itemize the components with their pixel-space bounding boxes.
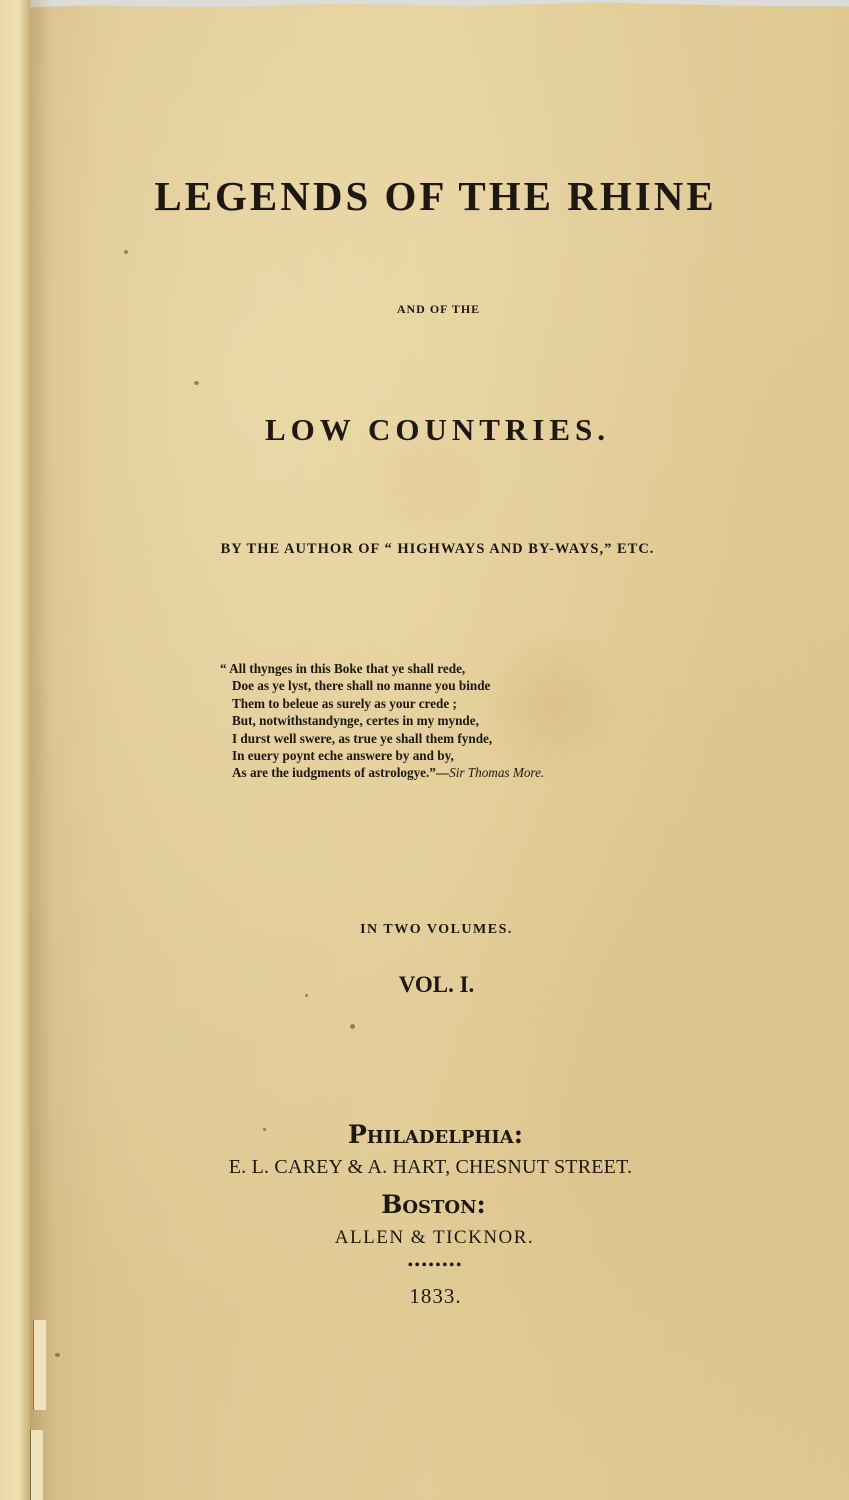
volumes-note: IN TWO VOLUMES. <box>360 922 513 937</box>
epigraph-last-line <box>220 764 700 781</box>
binding-edge <box>0 0 30 1500</box>
epigraph <box>220 660 700 782</box>
paper-tear <box>30 1430 43 1500</box>
scan-background-edge <box>0 0 849 12</box>
imprint-city-philadelphia: Philadelphia: <box>348 1120 523 1149</box>
gutter-shadow <box>30 0 52 1500</box>
epigraph-line: “ All thynges in this Boke that ye shall rede, <box>220 661 466 676</box>
epigraph-line: I durst well swere, as true ye shall them fynde, <box>232 730 493 746</box>
epigraph-attribution: Sir Thomas More. <box>449 765 545 781</box>
author-byline: BY THE AUTHOR OF “ HIGHWAYS AND BY-WAYS,” ETC. <box>220 541 655 557</box>
epigraph-line: As are the iudgments of astrologye.”— <box>232 765 450 781</box>
epigraph-line: Them to beleue as surely as your crede ; <box>232 695 457 711</box>
imprint-publisher-boston: ALLEN & TICKNOR. <box>334 1227 535 1248</box>
epigraph-line: But, notwithstandynge, certes in my mynde, <box>232 713 479 729</box>
imprint-city-boston: Boston: <box>381 1190 486 1219</box>
publication-year: 1833. <box>409 1284 462 1308</box>
foxing-spot <box>55 1353 60 1357</box>
title-connector: AND OF THE <box>396 302 481 316</box>
volume-number: VOL. I. <box>398 972 475 997</box>
foxing-spot <box>194 381 199 385</box>
book-title: LEGENDS OF THE RHINE <box>154 173 717 219</box>
book-subtitle: LOW COUNTRIES. <box>264 412 611 447</box>
foxing-spot <box>350 1024 355 1029</box>
imprint-publisher-philadelphia: E. L. CAREY & A. HART, CHESNUT STREET. <box>228 1156 633 1178</box>
dotted-rule: •••••••• <box>407 1258 464 1273</box>
foxing-spot <box>124 250 128 254</box>
epigraph-line: In euery poynt eche answere by and by, <box>232 748 454 764</box>
paper-tear <box>33 1320 46 1410</box>
epigraph-line: Doe as ye lyst, there shall no manne you binde <box>232 678 491 694</box>
